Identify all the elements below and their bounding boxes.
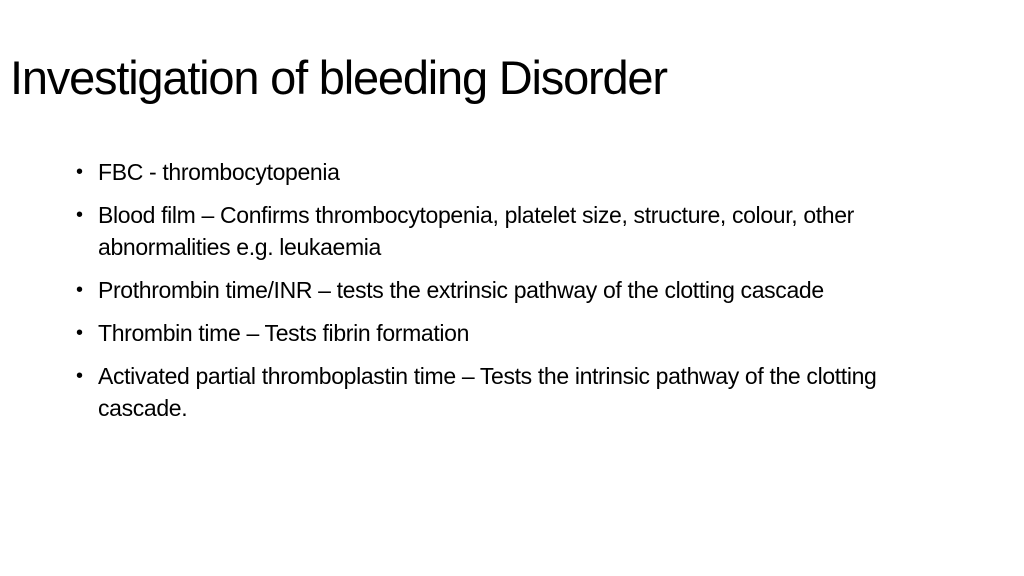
bullet-item-fbc	[76, 156, 956, 188]
bullet-item-prothrombin-time	[76, 274, 956, 306]
slide-title: Investigation of bleeding Disorder	[10, 51, 667, 104]
bullet-icon: •	[76, 322, 83, 344]
bullet-icon: •	[76, 365, 83, 387]
bullet-text: Activated partial thromboplastin time – Tests the intrinsic pathway of the clotting cascade.	[98, 363, 877, 421]
bullet-text: FBC - thrombocytopenia	[98, 159, 340, 185]
bullet-list	[76, 156, 956, 435]
bullet-text: Prothrombin time/INR – tests the extrinsic pathway of the clotting cascade	[98, 277, 824, 303]
bullet-icon: •	[76, 161, 83, 183]
bullet-text: Blood film – Confirms thrombocytopenia, platelet size, structure, colour, other abnormalities e.g. leukaemia	[98, 202, 854, 260]
bullet-text: Thrombin time – Tests fibrin formation	[98, 320, 470, 346]
bullet-item-thrombin-time	[76, 317, 956, 349]
bullet-item-blood-film	[76, 199, 956, 263]
bullet-icon: •	[76, 279, 83, 301]
bullet-icon: •	[76, 204, 83, 226]
bullet-item-aptt	[76, 360, 956, 424]
